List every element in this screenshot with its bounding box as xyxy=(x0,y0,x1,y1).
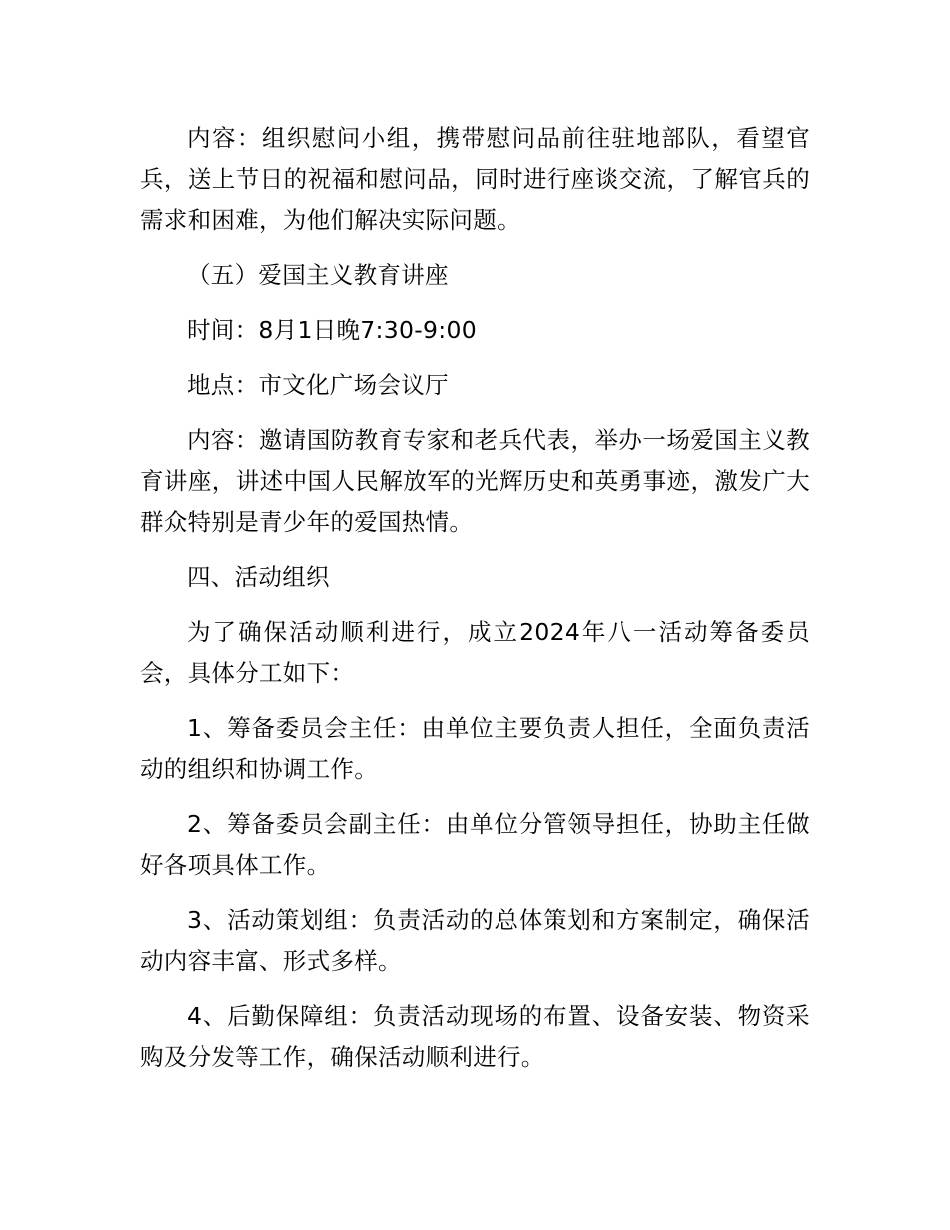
paragraph-visit-content: 内容：组织慰问小组，携带慰问品前往驻地部队，看望官兵，送上节日的祝福和慰问品，同时进行座谈交流，了解官兵的需求和困难，为他们解决实际问题。 xyxy=(140,124,810,234)
section-heading-patriotic-lecture: （五）爱国主义教育讲座 xyxy=(187,261,449,289)
paragraph-committee-director: 1、筹备委员会主任：由单位主要负责人担任，全面负责活动的组织和协调工作。 xyxy=(140,714,810,783)
paragraph-planning-group: 3、活动策划组：负责活动的总体策划和方案制定，确保活动内容丰富、形式多样。 xyxy=(140,906,810,975)
paragraph-logistics-group: 4、后勤保障组：负责活动现场的布置、设备安装、物资采购及分发等工作，确保活动顺利进行。 xyxy=(140,1002,810,1071)
paragraph-lecture-time: 时间：8月1日晚7:30-9:00 xyxy=(187,316,478,344)
paragraph-committee-deputy-director: 2、筹备委员会副主任：由单位分管领导担任，协助主任做好各项具体工作。 xyxy=(140,810,810,879)
paragraph-lecture-location: 地点：市文化广场会议厅 xyxy=(187,371,449,399)
section-heading-activity-organization: 四、活动组织 xyxy=(187,563,330,591)
paragraph-lecture-content: 内容：邀请国防教育专家和老兵代表，举办一场爱国主义教育讲座，讲述中国人民解放军的光辉历史和英勇事迹，激发广大群众特别是青少年的爱国热情。 xyxy=(140,426,810,536)
document-body xyxy=(140,118,810,1092)
paragraph-committee-intro: 为了确保活动顺利进行，成立2024年八一活动筹备委员会，具体分工如下： xyxy=(140,618,810,687)
